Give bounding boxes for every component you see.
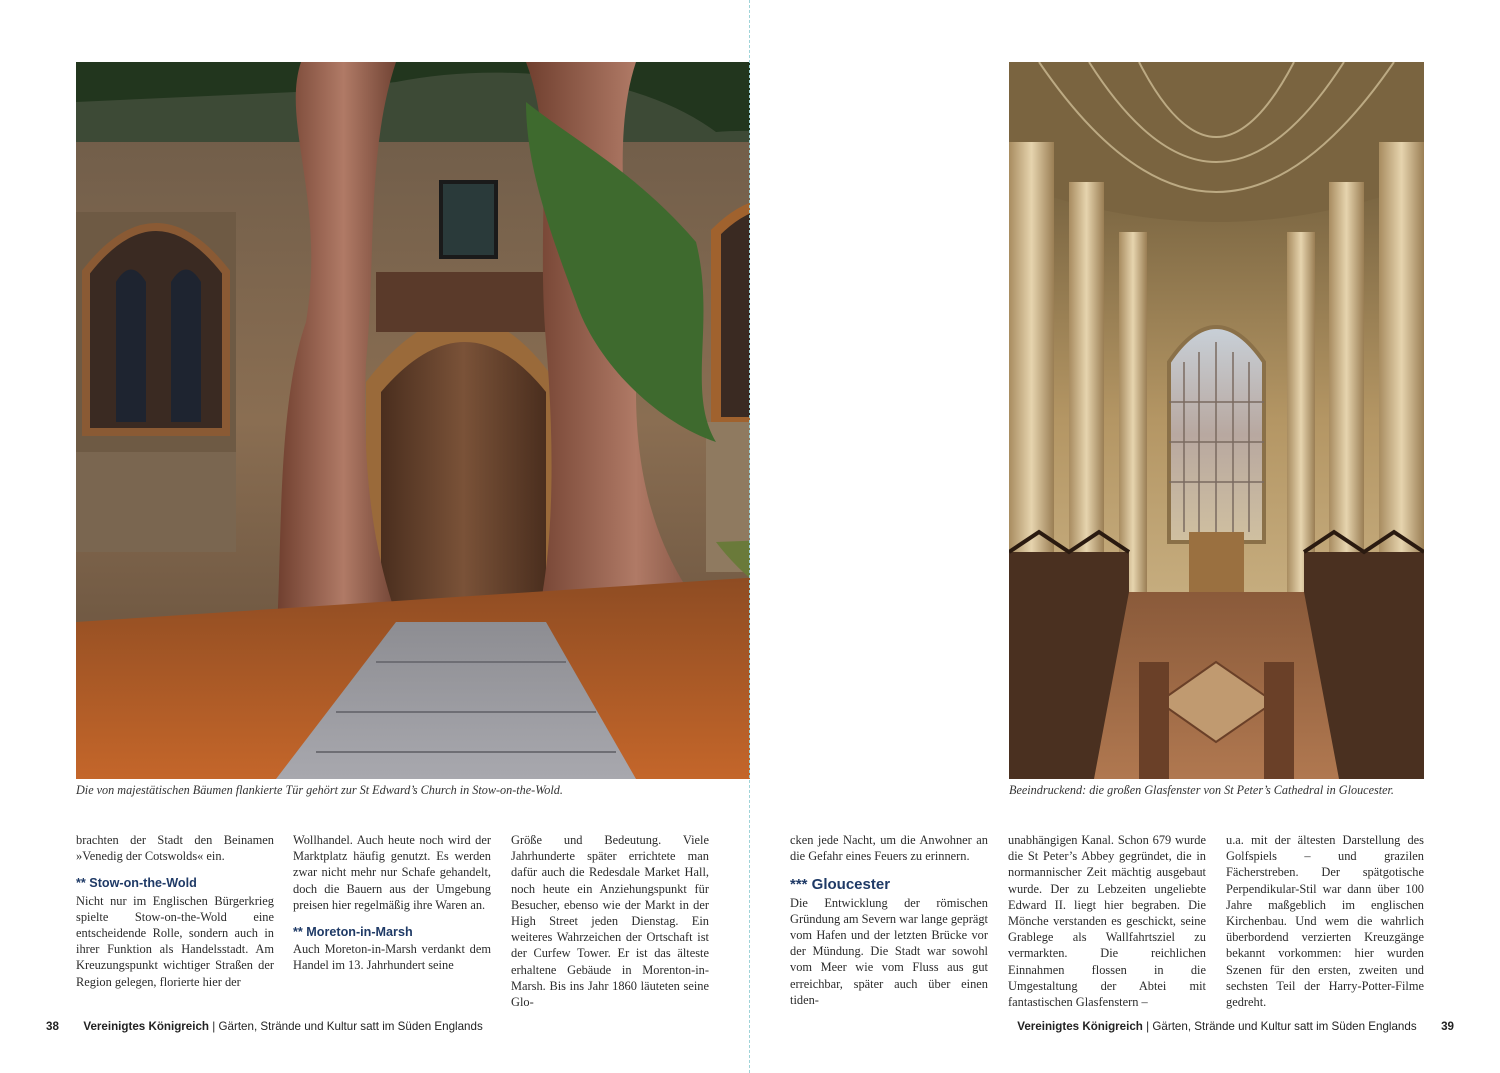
left-col1-para-1: brachten der Stadt den Beinamen »Venedig der Cotswolds« ein.: [76, 833, 274, 864]
left-column-1: [76, 832, 274, 990]
right-footer: [1017, 1020, 1454, 1033]
heading-gloucester: *** Gloucester: [790, 876, 891, 894]
footer-separator-left: |: [212, 1020, 216, 1033]
footer-subtitle-right: Gärten, Strände und Kultur satt im Süden Englands: [1152, 1020, 1417, 1033]
left-col2-para-1: Wollhandel. Auch heute noch wird der Marktplatz häufig genutzt. Es werden zwar nicht mehr nur Schafe gehandelt, doch die Bauern aus der Umgebung preisen hier regelmäßig ihre Waren an.: [293, 833, 491, 912]
left-col1-para-2: Nicht nur im Englischen Bürgerkrieg spielte Stow-on-the-Wold eine entscheidende Rolle, sondern auch in ihrer Funktion als Handelsstadt. Am Kreuzungspunkt wichtiger Straßen der Region gelegen, florierte hier der: [76, 893, 274, 989]
footer-separator-right: |: [1146, 1020, 1150, 1033]
right-col3-para-1: u.a. mit der ältesten Darstellung des Golfspiels – und grazilen Fächerstreben. Der spätgotische Perpendikular-Stil war dann über 100 Jahre maßgeblich im englischen Kirchenbau. Und wem die wahrlich überbordend verzierten Kreuzgänge bekannt vorkommen: hier wurden Szenen für den ersten, zweiten und sechsten Teil der Harry-Potter-Filme gedreht.: [1226, 833, 1424, 1010]
left-col3-para-1: Größe und Bedeutung. Viele Jahrhunderte später errichtete man dafür auch die Redesdale Market Hall, noch heute ein Anziehungspunkt für Besucher, ebenso wie der Markt in der High Street jeden Dienstag. Ein weiteres Wahrzeichen der Ortschaft ist der Curfew Tower. Er ist das älteste erhaltene Gebäude in Morenton-in-Marsh. Bis ins Jahr 1860 läuteten seine Glo-: [511, 833, 709, 1010]
left-column-2: [293, 832, 491, 974]
heading-stow-on-the-wold: ** Stow-on-the-Wold: [76, 876, 197, 891]
footer-subtitle-left: Gärten, Strände und Kultur satt im Süden Englands: [218, 1020, 483, 1033]
left-column-3: [511, 832, 709, 1010]
right-col1-para-2: Die Entwicklung der römischen Gründung am Severn war lange geprägt vom Hafen und der letzten Brücke vor der Mündung. Die Stadt war sowohl vom Meer wie vom Fluss aus gut erreichbar, später auch über einen tiden-: [790, 895, 988, 1007]
right-column-1: [790, 832, 988, 1008]
right-column-3: [1226, 832, 1424, 1010]
left-footer: [46, 1020, 483, 1033]
right-col1-para-1: cken jede Nacht, um die Anwohner an die Gefahr eines Feuers zu erinnern.: [790, 833, 988, 864]
left-photo-caption: Die von majestätischen Bäumen flankierte Tür gehört zur St Edward’s Church in Stow-on-the-Wold.: [76, 783, 563, 797]
right-column-2: [1008, 832, 1206, 1010]
cathedral-interior-photo: [1009, 62, 1424, 779]
right-photo-caption: Beeindruckend: die großen Glasfenster von St Peter’s Cathedral in Gloucester.: [1009, 783, 1394, 797]
footer-title-left: Vereinigtes Königreich: [83, 1020, 210, 1033]
page-number-right: 39: [1441, 1020, 1454, 1033]
page-number-left: 38: [46, 1020, 59, 1033]
left-col2-para-2: Auch Moreton-in-Marsh verdankt dem Handel im 13. Jahrhundert seine: [293, 942, 491, 973]
footer-title-right: Vereinigtes Königreich: [1017, 1020, 1143, 1033]
heading-moreton-in-marsh: ** Moreton-in-Marsh: [293, 925, 413, 940]
right-col2-para-1: unabhängigen Kanal. Schon 679 wurde die St Peter’s Abbey gegründet, die in normannischer Zeit mächtig ausgebaut wurde. Der zu Lebzeiten ungeliebte Edward II. liegt hier begraben. Die Mönche verstanden es geschickt, seine Grablege als Wallfahrtsziel zu vermarkten. Die reichlichen Einnahmen flossen in die Umgestaltung der Abtei mit fantastischen Glasfenstern –: [1008, 833, 1206, 1010]
right-page: [750, 0, 1500, 1073]
